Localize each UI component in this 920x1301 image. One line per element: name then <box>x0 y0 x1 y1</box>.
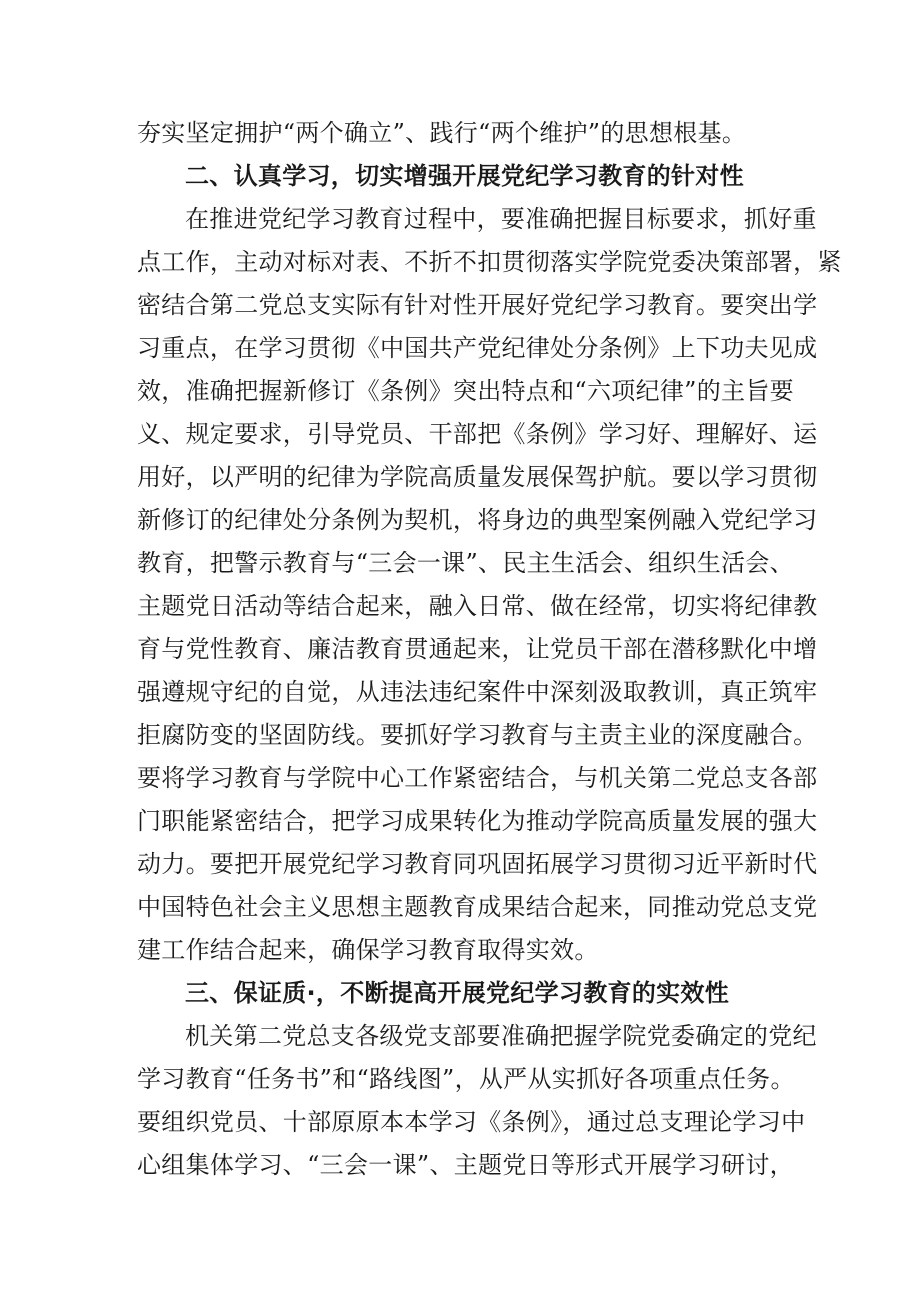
paragraph-line: 主题党日活动等结合起来，融入日常、做在经常，切实将纪律教 <box>137 592 818 620</box>
paragraph-line: 拒腐防变的坚固防线。要抓好学习教育与主责主业的深度融合。 <box>137 721 818 749</box>
paragraph-line: 密结合第二党总支实际有针对性开展好党纪学习教育。要突出学 <box>137 291 818 319</box>
paragraph-line: 新修订的纪律处分条例为契机，将身边的典型案例融入党纪学习 <box>137 506 818 534</box>
paragraph-line: 习重点，在学习贯彻《中国共产党纪律处分条例》上下功夫见成 <box>137 334 818 362</box>
paragraph-line: 在推进党纪学习教育过程中，要准确把握目标要求，抓好重 <box>185 205 817 233</box>
paragraph-line: 中国特色社会主义思想主题教育成果结合起来，同推动党总支党 <box>137 893 818 921</box>
paragraph-line: 动力。要把开展党纪学习教育同巩固拓展学习贯彻习近平新时代 <box>137 850 818 878</box>
paragraph-line: 要将学习教育与学院中心工作紧密结合，与机关第二党总支各部 <box>137 764 818 792</box>
paragraph-line: 用好，以严明的纪律为学院高质量发展保驾护航。要以学习贯彻 <box>137 463 818 491</box>
paragraph-line: 义、规定要求，引导党员、干部把《条例》学习好、理解好、运 <box>137 420 818 448</box>
paragraph-line: 育与党性教育、廉洁教育贯通起来，让党员干部在潜移默化中增 <box>137 635 818 663</box>
section-heading-3: 三、保证质·，不断提高开展党纪学习教育的实效性 <box>185 979 730 1007</box>
section-heading-2: 二、认真学习，切实增强开展党纪学习教育的针对性 <box>185 162 744 190</box>
paragraph-line: 门职能紧密结合，把学习成果转化为推动学院高质量发展的强大 <box>137 807 818 835</box>
paragraph-line: 要组织党员、十部原原本本学习《条例》，通过总支理论学习中 <box>137 1108 806 1136</box>
paragraph-line: 效，准确把握新修订《条例》突出特点和“六项纪律”的主旨要 <box>137 377 794 405</box>
paragraph-line: 机关第二党总支各级党支部要准确把握学院党委确定的党纪 <box>185 1022 817 1050</box>
paragraph-line: 教育，把警示教育与“三会一课”、民主生活会、组织生活会、 <box>137 549 794 577</box>
paragraph-line: 点工作，主动对标对表、不折不扣贯彻落实学院党委决策部署，紧 <box>137 248 842 276</box>
paragraph-line: 强遵规守纪的自觉，从违法违纪案件中深刻汲取教训，真正筑牢 <box>137 678 818 706</box>
paragraph-line: 学习教育“任务书”和“路线图”，从严从实抓好各项重点任务。 <box>137 1065 795 1093</box>
paragraph-line: 心组集体学习、“三会一课”、主题党日等形式开展学习研讨， <box>137 1151 794 1179</box>
paragraph-line: 夯实坚定拥护“两个确立”、践行“两个维护”的思想根基。 <box>137 119 747 147</box>
paragraph-line: 建工作结合起来，确保学习教育取得实效。 <box>137 936 599 964</box>
